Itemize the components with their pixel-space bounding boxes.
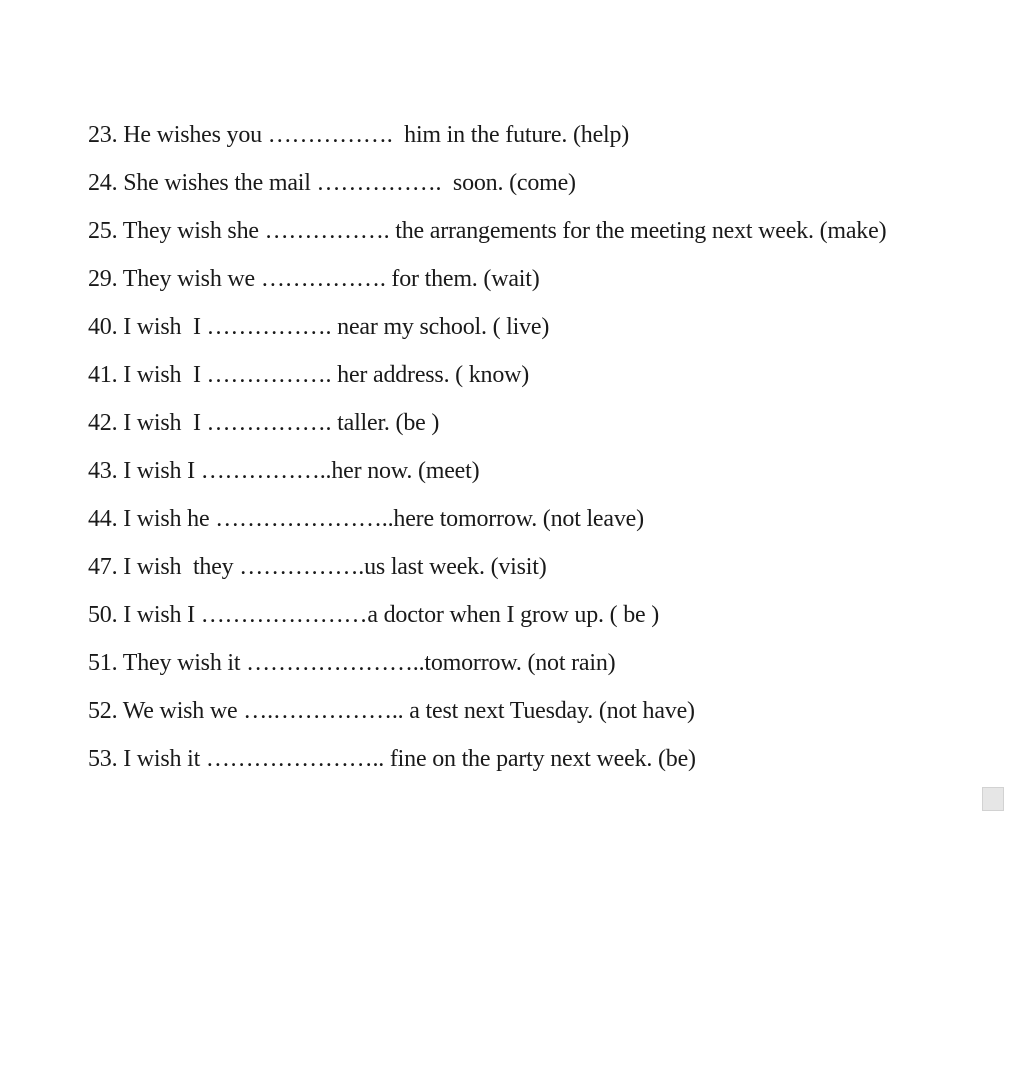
item-text-before: I wish I: [117, 314, 207, 340]
item-text-after: her address. ( know): [331, 362, 530, 388]
item-text-after: tomorrow. (not rain): [424, 650, 616, 676]
item-number: 23.: [88, 122, 118, 148]
item-text-after: her now. (meet): [331, 458, 480, 484]
exercise-item-50: [88, 599, 988, 632]
item-number: 47.: [88, 554, 118, 580]
item-text-after: us last week. (visit): [364, 554, 547, 580]
item-number: 40.: [88, 314, 118, 340]
item-text-before: I wish they: [117, 554, 240, 580]
item-number: 44.: [88, 506, 118, 532]
scroll-handle[interactable]: [982, 787, 1004, 811]
answer-blank: …………………: [200, 602, 368, 628]
item-number: 50.: [88, 602, 118, 628]
item-text-after: the arrangements for the meeting next week. (make): [389, 218, 887, 244]
answer-blank: …………………..: [205, 746, 385, 772]
exercise-item-40: [88, 311, 988, 344]
item-number: 29.: [88, 266, 118, 292]
item-text-before: I wish it: [117, 746, 206, 772]
exercise-item-25: [88, 215, 978, 248]
answer-blank: …………….: [267, 122, 393, 148]
item-text-before: We wish we: [117, 698, 244, 724]
item-text-after: a doctor when I grow up. ( be ): [367, 602, 660, 628]
item-number: 53.: [88, 746, 118, 772]
answer-blank: ……………..: [200, 458, 332, 484]
item-text-before: She wishes the mail: [117, 170, 317, 196]
answer-blank: …………….: [206, 410, 332, 436]
answer-blank: …………….: [206, 362, 332, 388]
item-number: 52.: [88, 698, 118, 724]
exercise-item-44: [88, 503, 988, 536]
exercise-item-42: [88, 407, 988, 440]
item-text-before: I wish I: [117, 602, 201, 628]
exercise-list: [88, 119, 988, 791]
exercise-item-24: [88, 167, 988, 200]
item-text-before: I wish I: [117, 458, 201, 484]
answer-blank: …………………..: [215, 506, 394, 532]
item-text-after: fine on the party next week. (be): [384, 746, 696, 772]
answer-blank: …………….: [239, 554, 365, 580]
answer-blank: …………….: [206, 314, 332, 340]
item-text-before: They wish we: [117, 266, 261, 292]
item-number: 42.: [88, 410, 118, 436]
answer-blank: …………….: [316, 170, 442, 196]
item-text-after: taller. (be ): [331, 410, 440, 436]
item-text-before: They wish it: [117, 650, 247, 676]
item-text-after: here tomorrow. (not leave): [393, 506, 644, 532]
exercise-item-47: [88, 551, 988, 584]
item-text-after: for them. (wait): [385, 266, 540, 292]
answer-blank: ….……………..: [243, 698, 404, 724]
answer-blank: …………….: [264, 218, 390, 244]
exercise-item-29: [88, 263, 988, 296]
exercise-item-41: [88, 359, 988, 392]
item-text-after: a test next Tuesday. (not have): [403, 698, 695, 724]
item-text-after: soon. (come): [441, 170, 576, 196]
item-text-before: I wish I: [117, 362, 207, 388]
answer-blank: …………………..: [246, 650, 425, 676]
exercise-item-53: [88, 743, 988, 776]
exercise-item-23: [88, 119, 988, 152]
item-number: 41.: [88, 362, 118, 388]
item-number: 25.: [88, 218, 118, 244]
answer-blank: …………….: [260, 266, 386, 292]
exercise-item-52: [88, 695, 988, 728]
item-text-before: He wishes you: [117, 122, 268, 148]
item-text-after: him in the future. (help): [392, 122, 630, 148]
item-text-before: They wish she: [117, 218, 265, 244]
item-number: 24.: [88, 170, 118, 196]
exercise-item-43: [88, 455, 988, 488]
item-number: 51.: [88, 650, 118, 676]
item-number: 43.: [88, 458, 118, 484]
item-text-before: I wish I: [117, 410, 207, 436]
exercise-item-51: [88, 647, 988, 680]
item-text-before: I wish he: [117, 506, 216, 532]
item-text-after: near my school. ( live): [331, 314, 550, 340]
